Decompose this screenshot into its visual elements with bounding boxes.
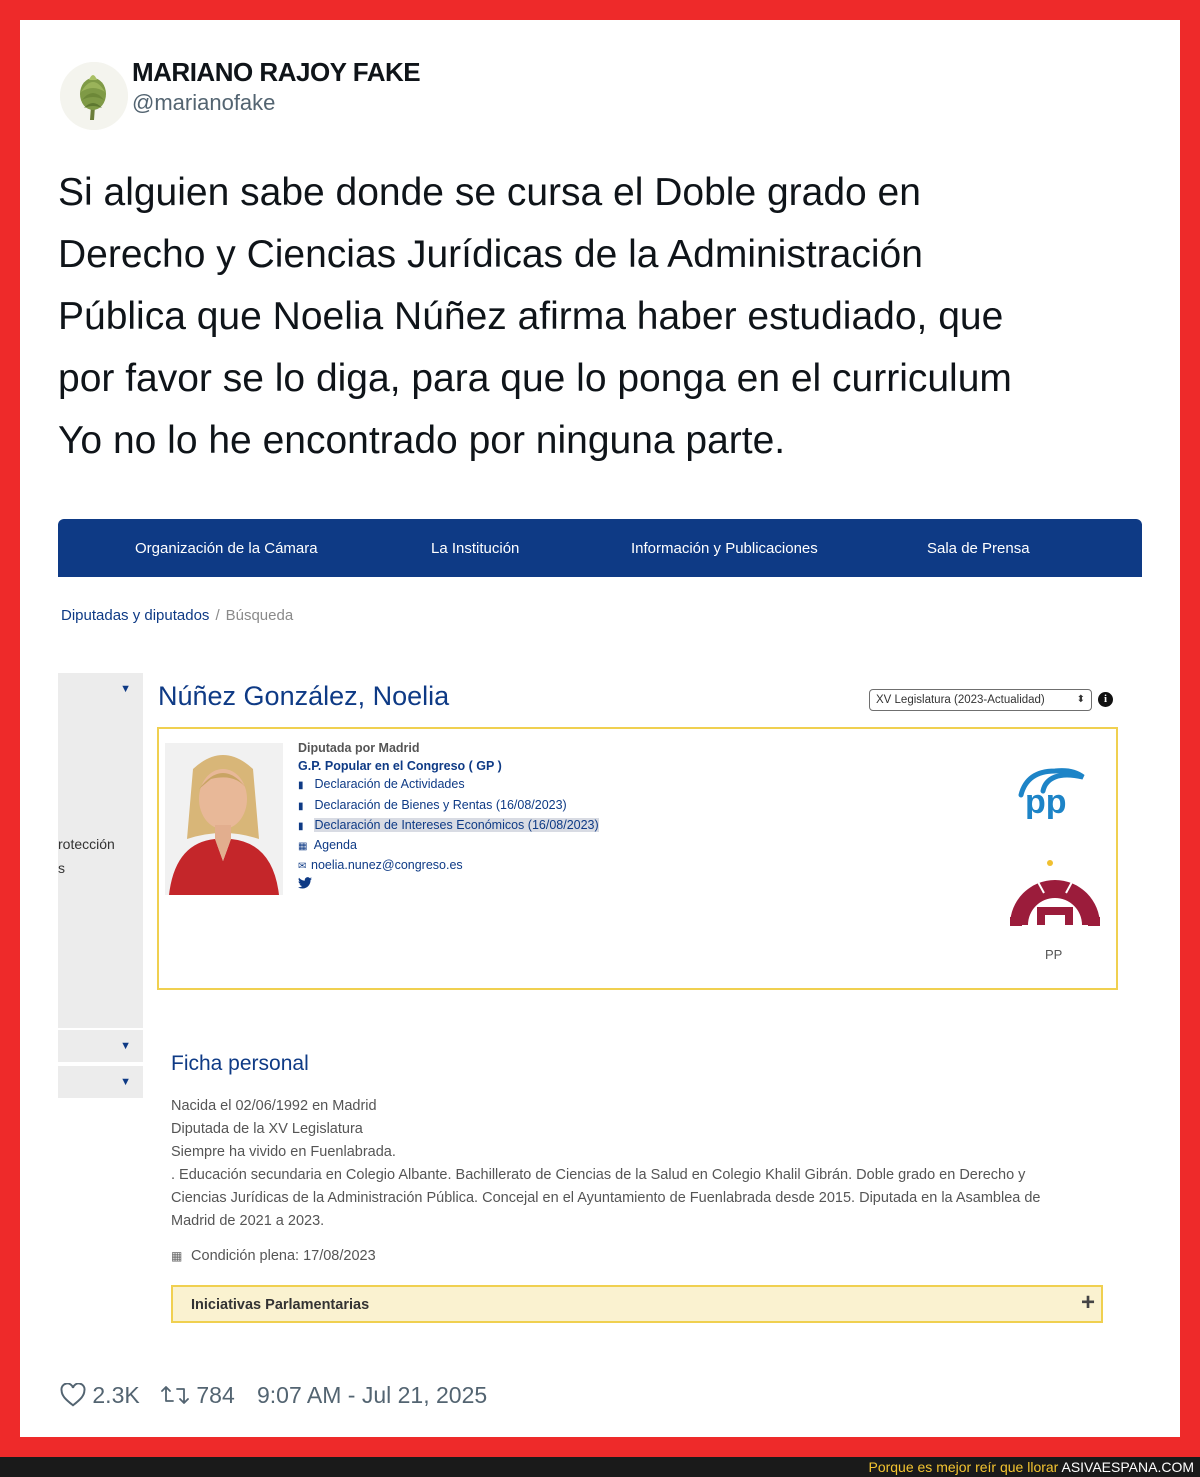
twitter-link[interactable] [298,876,599,894]
footer-tagline: Porque es mejor reír que llorar [868,1459,1059,1475]
breadcrumb-separator: / [215,607,220,624]
bio-line: Siempre ha vivido en Fuenlabrada. [171,1144,396,1160]
sidebar-panel [58,673,143,1028]
chevron-down-icon: ▼ [120,1040,131,1052]
info-icon: i [1098,692,1113,707]
profile-info [298,739,599,895]
link-bienes[interactable] [298,796,599,816]
breadcrumb [61,607,293,624]
retweet-icon [160,1383,190,1407]
sidebar-collapsed-row [58,1030,143,1062]
deputy-portrait-icon [165,743,283,895]
svg-text:pp: pp [1025,783,1067,819]
party-label: PP [1045,947,1063,962]
handle[interactable]: @marianofake [132,90,276,115]
document-icon: ▮ [298,780,304,792]
nav-item-institucion: La Institución [431,540,520,557]
like-count: 2.3K [92,1382,140,1408]
embedded-screenshot[interactable] [58,519,1142,1339]
biography [171,1095,1106,1233]
iniciativas-label: Iniciativas Parlamentarias [191,1297,370,1313]
nav-item-sala-prensa: Sala de Prensa [927,540,1030,557]
tweet-line: Derecho y Ciencias Jurídicas de la Administración [58,233,923,276]
nav-item-organizacion: Organización de la Cámara [135,540,318,557]
legislature-select [869,689,1092,711]
sidebar-fragment: rotección [58,836,115,852]
like-stat[interactable] [60,1382,140,1409]
link-actividades[interactable] [298,775,599,795]
tweet-text [58,162,1148,472]
document-icon: ▮ [298,800,304,812]
timestamp[interactable]: 9:07 AM - Jul 21, 2025 [257,1382,488,1408]
deputy-name: Núñez González, Noelia [158,681,450,711]
tweet-line: Pública que Noelia Núñez afirma haber estudiado, que [58,295,1004,338]
link-label: Declaración de Bienes y Rentas (16/08/2023) [314,797,567,812]
twitter-bird-icon [298,877,312,889]
bio-line: . Educación secundaria en Colegio Albante. Bachillerato de Ciencias de la Salud en Colegio Khalil Gibrán. Doble grado en Derecho y [171,1167,1026,1183]
constituency: Diputada por Madrid [298,741,420,755]
group-link[interactable]: G.P. Popular en el Congreso ( GP ) [298,759,502,774]
calendar-icon: ▦ [171,1249,183,1263]
link-label: Agenda [313,838,357,853]
document-icon: ▮ [298,820,304,832]
chevron-down-icon: ▼ [120,1076,131,1088]
chevron-down-icon: ▼ [120,683,131,695]
bio-line: Diputada de la XV Legislatura [171,1121,363,1137]
link-email[interactable] [298,856,599,876]
congreso-nav-bar [58,519,1142,577]
condicion-plena [171,1248,376,1264]
tweet-line: por favor se lo diga, para que lo ponga en el curriculum [58,357,1012,400]
sidebar-fragment: s [58,860,65,876]
tweet-card [20,20,1180,1437]
tweet-line: Si alguien sabe donde se cursa el Doble grado en [58,171,921,214]
condicion-text: Condición plena: 17/08/2023 [191,1248,376,1264]
heart-icon [60,1383,86,1407]
artichoke-avatar-icon [60,62,128,130]
breadcrumb-current: Búsqueda [225,607,294,624]
link-label: Declaración de Actividades [314,777,465,792]
link-label: noelia.nunez@congreso.es [311,858,463,873]
bio-line: Nacida el 02/06/1992 en Madrid [171,1098,377,1114]
plus-icon[interactable]: + [1080,1289,1095,1316]
legislature-select-value: XV Legislatura (2023-Actualidad) [876,694,1045,706]
ficha-title: Ficha personal [171,1052,309,1075]
sidebar-collapsed-row [58,1066,143,1098]
profile-box [157,727,1118,990]
iniciativas-accordion[interactable] [171,1285,1103,1323]
display-name[interactable]: MARIANO RAJOY FAKE [132,57,421,87]
footer-bar [0,1457,1200,1477]
bio-line: Ciencias Jurídicas de la Administración Pública. Concejal en el Ayuntamiento de Fuenlabrada desde 2015. Diputada en la Asamblea de [171,1190,1041,1206]
pp-party-logo-icon [1015,765,1087,819]
retweet-count: 784 [196,1382,235,1408]
breadcrumb-link: Diputadas y diputados [61,607,210,624]
hemicycle-seats-icon [1008,859,1102,931]
link-label: Declaración de Intereses Económicos (16/08/2023) [314,817,599,832]
deputy-photo [165,743,283,895]
footer-site[interactable]: ASIVAESPANA.COM [1061,1459,1194,1475]
select-arrows-icon: ⬍ [1076,694,1085,705]
retweet-stat[interactable] [160,1382,235,1409]
link-agenda[interactable] [298,836,599,856]
bio-line: Madrid de 2021 a 2023. [171,1213,325,1229]
nav-item-informacion: Información y Publicaciones [631,540,818,557]
calendar-icon: ▦ [298,841,308,853]
envelope-icon: ✉ [298,861,307,873]
avatar[interactable] [60,62,128,130]
link-intereses[interactable] [298,816,599,836]
tweet-line: Yo no lo he encontrado por ninguna parte. [58,419,786,462]
